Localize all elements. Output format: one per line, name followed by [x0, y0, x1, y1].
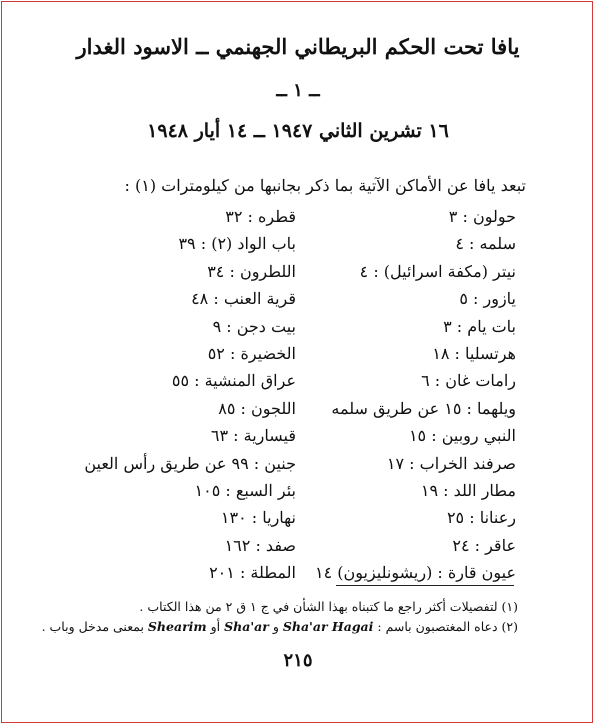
footnote-2-latin-term: Shearim [147, 619, 207, 634]
distance-entry: يازور : ٥ [459, 289, 516, 309]
distance-entry: حولون : ٣ [448, 207, 516, 226]
distance-list-right [276, 203, 516, 586]
distance-entry: قطره : ٣٢ [225, 207, 296, 226]
distance-entry: عاقر : ٢٤ [452, 535, 516, 555]
distance-entry: اللجون : ٨٥ [218, 398, 296, 418]
distance-entry: رعنانا : ٢٥ [446, 508, 516, 528]
distance-entry: جنين : ٩٩ عن طريق رأس العين [84, 453, 296, 473]
footnote-2-text: أو [206, 619, 225, 634]
footnote-1: (١) لتفصيلات أكثر راجع ما كتبناه بهذا الشأن في ج ١ ق ٢ من هذا الكتاب . [139, 599, 518, 614]
distance-entry: صفد : ١٦٢ [224, 535, 296, 555]
distance-entry: قيسارية : ٦٣ [210, 426, 296, 446]
distance-entry: هرتسليا : ١٨ [432, 343, 516, 363]
footnote-2-text: و [268, 619, 283, 634]
distance-entry: ويلهما : ١٥ عن طريق سلمه [331, 398, 516, 418]
distance-entry: النبي روبين : ١٥ [408, 426, 516, 446]
page-number: ٢١٥ [283, 650, 313, 671]
distance-entry: سلمه : ٤ [455, 234, 516, 254]
distance-entry: بئر السبع : ١٠٥ [194, 480, 296, 500]
distance-entry: رامات غان : ٦ [421, 371, 516, 391]
distance-entry: نيتر (مكفة اسرائيل) : ٤ [359, 261, 516, 281]
intro-text: تبعد يافا عن الأماكن الآتية بما ذكر بجانبها من كيلومترات (١) : [124, 176, 526, 195]
footnote-2-text: (٢) دعاه المغتصبون باسم : [373, 619, 518, 634]
distance-entry: قرية العنب : ٤٨ [191, 289, 296, 309]
footnote-2-latin-term: Sha'ar Hagai [282, 619, 374, 634]
distance-entry: صرفند الخراب : ١٧ [386, 453, 516, 473]
footnote-divider [336, 585, 514, 586]
distance-entry: بات يام : ٣ [443, 316, 516, 336]
distance-entry: نهاريا : ١٣٠ [220, 508, 296, 528]
distance-entry: باب الواد (٢) : ٣٩ [178, 234, 296, 254]
page-title: يافا تحت الحكم البريطاني الجهنمي ــ الاسود الغدار [76, 34, 520, 59]
distance-list-left [56, 203, 296, 586]
footnote-2-text: بمعنى مدخل وباب . [41, 619, 148, 634]
distance-entry: المطلة : ٢٠١ [209, 563, 296, 583]
distance-entry: مطار اللد : ١٩ [420, 480, 516, 500]
distance-entry: عيون قارة : (ريشونليزيون) ١٤ [314, 563, 516, 583]
distance-entry: الخضيرة : ٥٢ [207, 343, 296, 363]
distance-entry: اللطرون : ٣٤ [207, 261, 296, 281]
chapter-number: ــ ١ ــ [276, 80, 320, 101]
date-range: ١٦ تشرين الثاني ١٩٤٧ ــ ١٤ أيار ١٩٤٨ [147, 120, 449, 142]
footnote-2 [41, 619, 518, 634]
distance-entry: عراق المنشية : ٥٥ [171, 371, 296, 391]
distance-entry: بيت دجن : ٩ [212, 316, 296, 336]
footnote-2-latin-term: Sha'ar [224, 619, 269, 634]
